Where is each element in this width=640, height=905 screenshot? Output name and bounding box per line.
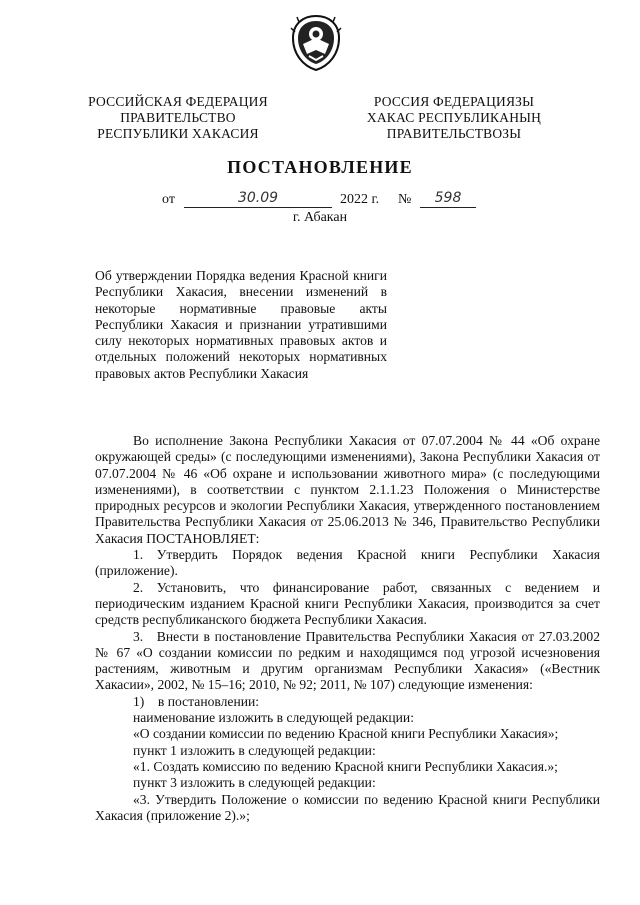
paragraph-line: «О создании комиссии по ведению Красной книги Республики Хакасия»; <box>133 726 559 742</box>
paragraph-line: наименование изложить в следующей редакции: <box>133 710 414 726</box>
paragraph-subitem-1: 1) в постановлении: <box>133 693 260 709</box>
handwritten-date: 30.09 <box>184 190 332 208</box>
paragraph-line: пункт 1 изложить в следующей редакции: <box>133 742 376 758</box>
date-number-line <box>162 190 492 208</box>
header-right <box>354 94 554 142</box>
coat-of-arms-icon <box>289 14 343 72</box>
number-sign: № <box>398 192 412 207</box>
document-subject: Об утверждении Порядка ведения Красной книги Республики Хакасия, внесении изменений в некоторые нормативные правовые акты Республики Хакасия и признании утратившими силу некоторых нормативных правовых актов и отдельных положений некоторых нормативных правовых актов Республики Хакасия <box>95 268 387 381</box>
year-label: 2022 г. <box>340 192 380 207</box>
header-left-line-3: РЕСПУБЛИКИ ХАКАСИЯ <box>97 126 259 141</box>
paragraph-line: «3. Утвердить Положение о комиссии по ведению Красной книги Республики Хакасия (приложение 2).»; <box>95 791 600 823</box>
city-label: г. Абакан <box>292 210 348 225</box>
paragraph-preamble: Во исполнение Закона Республики Хакасия от 07.07.2004 № 44 «Об охране окружающей среды» (с последующими изменениями), Закона Республики Хакасия от 07.07.2004 № 46 «Об охране и использовании животного мира» (с последующими изменениями), в соответствии с пунктом 2.1.1.23 Положения о Министерстве природных ресурсов и экологии Республики Хакасия, утвержденного постановлением Правительства Республики Хакасия от 25.06.2013 № 346, Правительство Республики Хакасия ПОСТАНОВЛЯЕТ: <box>95 433 600 546</box>
paragraph-item-2: 2. Установить, что финансирование работ, связанных с ведением и периодическим изданием Красной книги Республики Хакасия, производится за счет средств республиканского бюджета Республики Хакасия. <box>95 579 600 628</box>
paragraph-line: «1. Создать комиссию по ведению Красной книги Республики Хакасия.»; <box>133 758 558 774</box>
header-right-line-1: РОССИЯ ФЕДЕРАЦИЯЗЫ <box>373 94 535 109</box>
header-left <box>78 94 278 142</box>
document-body <box>95 433 600 824</box>
date-from-label: от <box>162 192 175 207</box>
header-right-line-2: ХАКАС РЕСПУБЛИКАНЫҢ <box>366 110 542 125</box>
paragraph-item-1: 1. Утвердить Порядок ведения Красной книги Республики Хакасия (приложение). <box>95 547 600 579</box>
header-right-line-3: ПРАВИТЕЛЬСТВОЗЫ <box>386 126 522 141</box>
paragraph-item-3: 3. Внести в постановление Правительства Республики Хакасия от 27.03.2002 № 67 «О создании комиссии по редким и находящимся под угрозой исчезновения растениям, животным и другим организмам Республики Хакасия» («Вестник Хакасии», 2002, № 15–16; 2010, № 92; 2011, № 107) следующие изменения: <box>95 628 600 693</box>
handwritten-number: 598 <box>420 190 476 208</box>
document-title: ПОСТАНОВЛЕНИЕ <box>227 157 413 177</box>
header-left-line-1: РОССИЙСКАЯ ФЕДЕРАЦИЯ <box>88 94 268 109</box>
paragraph-line: пункт 3 изложить в следующей редакции: <box>133 775 376 791</box>
header-left-line-2: ПРАВИТЕЛЬСТВО <box>120 110 236 125</box>
